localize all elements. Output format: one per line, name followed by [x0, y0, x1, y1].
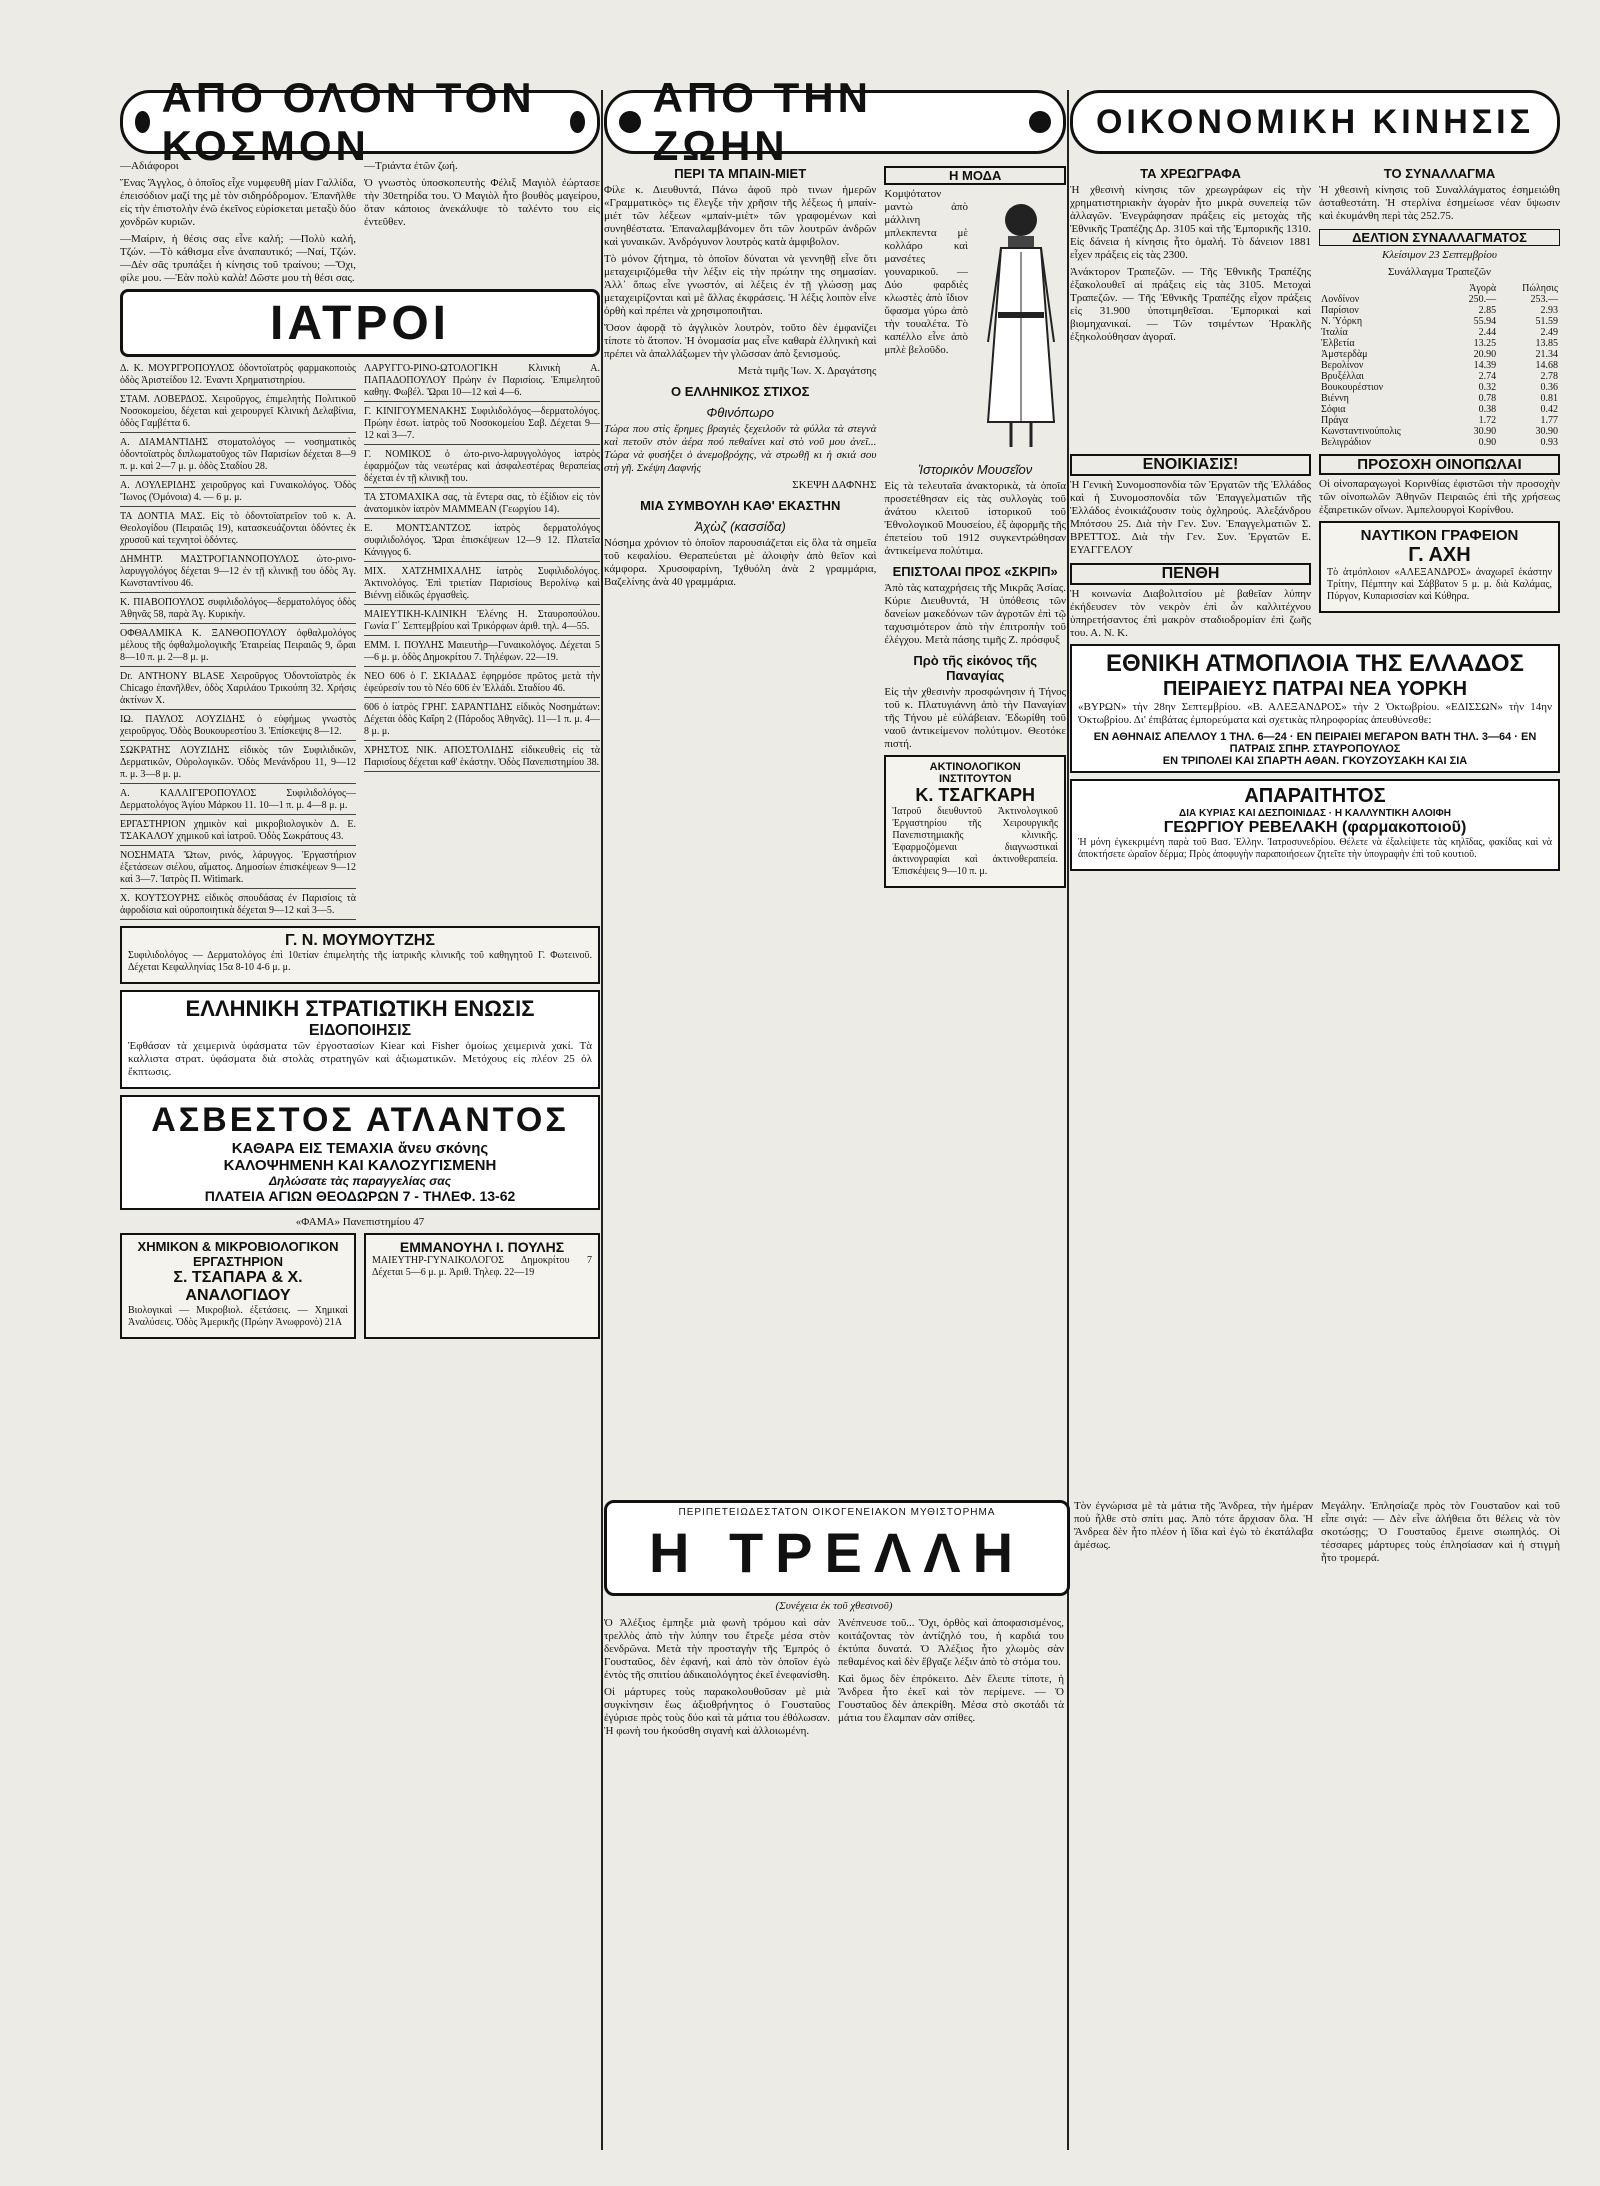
- doctor-listing: ΧΡΗΣΤΟΣ ΝΙΚ. ΑΠΟΣΤΟΛΙΔΗΣ εἰδικευθεὶς εἰς τὰ Παρισίους δέχεται καθ' ἑκάστην. Ὁδὸς Πανεπιστημίου 38.: [364, 745, 600, 772]
- currency-name: Κωνσταντινούπολις: [1321, 426, 1401, 437]
- serial-novel: [604, 1410, 1560, 2160]
- serial-right: [1074, 1500, 1560, 1569]
- lime-line-2: ΚΑΛΟΨΗΜΕΝΗ ΚΑΙ ΚΑΛΟΖΥΓΙΣΜΕΝΗ: [223, 1157, 497, 1174]
- currency-sell: 21.34: [1535, 349, 1558, 360]
- fashion-head: Η ΜΟΔΑ: [884, 166, 1066, 185]
- ship-name: Γ. ΑΧΗ: [1408, 544, 1471, 566]
- doctor-listing: Χ. ΚΟΥΤΣΟΥΡΗΣ εἰδικὸς σπουδάσας ἐν Παρισίοις τὰ ἀφροδίσια καὶ οὐροποιητικὰ δέχεται 9—12 καὶ 3—5.: [120, 893, 356, 920]
- daily-date: Κλείσιμον 23 Σεπτεμβρίου: [1382, 249, 1497, 261]
- currency-buy: 2.85: [1478, 305, 1497, 316]
- currency-name: Ν. Ὑόρκη: [1321, 316, 1363, 327]
- currency-name: Βρυξέλλαι: [1321, 371, 1364, 382]
- currency-row: [1319, 393, 1560, 404]
- currency-sell: 13.85: [1535, 338, 1558, 349]
- banner-life-title: ΑΠΟ ΤΗΝ ΖΩΗΝ: [652, 74, 872, 169]
- currency-row: [1319, 338, 1560, 349]
- currency-buy: 0.90: [1478, 437, 1497, 448]
- currency-row: [1319, 415, 1560, 426]
- currency-sell: 0.42: [1540, 404, 1558, 415]
- currency-name: Παρίσιον: [1321, 305, 1359, 316]
- currency-row: [1319, 404, 1560, 415]
- lab-names: Σ. ΤΣΑΠΑΡΑ & Χ. ΑΝΑΛΟΓΙΔΟΥ: [173, 1269, 303, 1304]
- doctor-listing: ΛΑΡΥΓΓΟ-ΡΙΝΟ-ΩΤΟΛΟΓΙΚΗ Κλινικὴ Α. ΠΑΠΑΔΟΠΟΥΛΟΥ Πρώην ἐν Παρισίοις. Ἐπιμελητοῦ καθηγ. Φωβέλ. Ὥραι 10—12 καὶ 4—6.: [364, 363, 600, 402]
- currency-name: Βουκουρέστιον: [1321, 382, 1384, 393]
- currency-row: [1319, 349, 1560, 360]
- mourn-head: ΠΕΝΘΗ: [1070, 563, 1311, 585]
- currency-row: [1319, 316, 1560, 327]
- column-rule: [601, 90, 603, 2150]
- poem-head: Ο ΕΛΛΗΝΙΚΟΣ ΣΤΙΧΟΣ: [671, 384, 810, 399]
- doctor-listing: ΔΗΜΗΤΡ. ΜΑΣΤΡΟΓΙΑΝΝΟΠΟΥΛΟΣ ὠτο-ρινο-λαρυγγολόγος δέχεται 9—12 ἐν τῇ κλινικῇ του ὁδὸς Ἀγ. Κωνσταντίνου 46.: [120, 554, 356, 593]
- fashion-text: Κομψότατον μαντὼ ἀπὸ μάλλινη μπλεκπεντα μὲ κολλάρο καὶ μανσέτες γουναρικοῦ. — Δύο φαρδιὲς κλωστὲς ἀπὸ ἴδιον ὕφασμα γύρω ἀπὸ τὴν τουαλέτα. Τὸ καπέλλο εἶνε ἀπὸ μπλὲ βελοῦδο.: [884, 188, 968, 356]
- serial-right-cols: [1074, 1500, 1560, 1569]
- ship-ad: [1319, 521, 1560, 613]
- serial-p5: Τὸν ἐγνώρισα μὲ τὰ μάτια τῆς Ἄνδρεα, τὴν ἡμέραν ποὺ ἦλθε στὸ σπίτι μας. Ἀπὸ τότε ἄρχισαν ὅλα. Ἡ Ἄνδρεα δὲν ἦτο πλέον ἡ ἴδια καὶ ἐγὼ τὸ ἐκατάλαβα ἀμέσως.: [1074, 1500, 1313, 1551]
- currency-sell: 0.93: [1540, 437, 1558, 448]
- doctor-listing: ΝΟΣΗΜΑΤΑ Ὤτων, ρινός, λάρυγγος. Ἐργαστήριον ἐξετάσεων σιέλου, αἵματος. Δημοσίων ἐπισκέψεων 9—12 καὶ 3—7. Ἰατρὸς Π. Witimark.: [120, 850, 356, 889]
- doctor-listing: Α. ΛΟΥΛΕΡΙΔΗΣ χειροῦργος καὶ Γυναικολόγος. Ὁδὸς Ἴωνος (Ὁμόνοια) 4. — 6 μ. μ.: [120, 480, 356, 507]
- poulis-name: ΕΜΜΑΝΟΥΗΛ Ι. ΠΟΥΛΗΣ: [399, 1239, 565, 1255]
- currency-buy: 20.90: [1473, 349, 1497, 360]
- bullet-icon: [1029, 111, 1051, 133]
- doctor-listing: ΣΩΚΡΑΤΗΣ ΛΟΥΖΙΔΗΣ εἰδικὸς τῶν Συφιλιδικῶν, Δερματικῶν, Οὐρολογικῶν. Ὁδὸς Μενάνδρου 11, 9—12 π. μ. 3—8 μ. μ.: [120, 745, 356, 784]
- lab-ad: [120, 1233, 356, 1339]
- doctor-listing: ΤΑ ΔΟΝΤΙΑ ΜΑΣ. Εἰς τὸ ὀδοντοϊατρεῖον τοῦ κ. Α. Θεολογίδου (Πειραιῶς 19), κατασκευάζονται ὀδόντες ἐκ χρυσοῦ καὶ τεχνητοὶ ὀδόντες.: [120, 511, 356, 550]
- currency-rows: [1319, 294, 1560, 448]
- currency-sell: 1.77: [1540, 415, 1558, 426]
- ladies-sub: ΔΙΑ ΚΥΡΙΑΣ ΚΑΙ ΔΕΣΠΟΙΝΙΔΑΣ · Η ΚΑΛΛΥΝΤΙΚΗ ΑΛΟΙΦΗ: [1179, 808, 1451, 819]
- doctor-listing: ΕΡΓΑΣΤΗΡΙΟΝ χημικὸν καὶ μικροβιολογικὸν Δ. Ε. ΤΣΑΚΑΛΟΥ χημικοῦ καὶ ἰατροῦ. Ὁδὸς Σωκράτους 43.: [120, 819, 356, 846]
- poem-title: Φθινόπωρο: [706, 405, 774, 420]
- currency-name: Βιέννη: [1321, 393, 1349, 404]
- serial-title: Η ΤΡΕΛΛΗ: [648, 1521, 1026, 1584]
- banner-economy: [1070, 90, 1560, 154]
- line-addresses-2: ΕΝ ΤΡΙΠΟΛΕΙ ΚΑΙ ΣΠΑΡΤΗ ΑΘΑΝ. ΓΚΟΥΖΟΥΣΑΚΗ ΚΑΙ ΣΙΑ: [1162, 755, 1468, 767]
- moumoutzis-ad: [120, 926, 600, 984]
- doctor-listing: ΝΕΟ 606 ὁ Γ. ΣΚΙΑΔΑΣ ἐφηρμόσε πρῶτος μετὰ τὴν ἐφεύρεσίν του τὸ Νέο 606 ἐν Ἑλλάδι. Σταδίου 46.: [364, 671, 600, 698]
- ladies-head: ΑΠΑΡΑΙΤΗΤΟΣ: [1244, 785, 1386, 807]
- currency-row: [1319, 382, 1560, 393]
- doctor-listing: ΕΜΜ. Ι. ΠΟΥΛΗΣ Μαιευτὴρ—Γυναικολόγος. Δέχεται 5—6 μ. μ. ὁδὸς Δημοκρίτου 7. Τηλέφων. 22—19.: [364, 640, 600, 667]
- doctors-right: [364, 363, 600, 924]
- doctor-listing: Dr. ANTHONY BLASE Χειροῦργος Ὀδοντοϊατρὸς ἐκ Chicago ἐπανῆλθεν, ὁδὸς Χαριλάου Τρικούπη 32. Χρήσις ἀκτίνων Χ.: [120, 671, 356, 710]
- currency-sell: 2.49: [1540, 327, 1558, 338]
- recipe-title: Ἀχὼζ (κασσίδα): [694, 519, 786, 534]
- union-sub: ΕΙΔΟΠΟΙΗΣΙΣ: [308, 1022, 412, 1039]
- money-text-2: Ἀνάκτορον Τραπεζῶν. — Τῆς Ἐθνικῆς Τραπέζης ἐξακολουθεῖ αἱ πράξεις εἰς τὰς 3105. Μετοχαὶ Τραπεζῶν. — Τῆς Ἐθνικῆς Τραπέζης εἶχον πράξεις εἰς 31.900 ὑποτιμηθεῖσαι. Ἐμπορικαὶ καὶ βιομηχανικαί. — Τῶν τσιμέντων Ἡρακλῆς ἐξηκολούθησαν ἀγοραῖ.: [1070, 266, 1311, 343]
- lab-text: Βιολογικαὶ — Μικροβιολ. ἐξετάσεις. — Χημικαὶ Ἀναλύσεις. Ὁδὸς Ἀμερικῆς (Πρώην Ἀνωφρονὸ) 21Α: [128, 1305, 348, 1328]
- union-text: Ἐφθάσαν τὰ χειμερινὰ ὑφάσματα τῶν ἐργοστασίων Kiear καὶ Fisher ὁμοίως χειμερινὰ χακί. Τὰ καλλιστα στρατ. ὑφάσματα διὰ στολὰς στρατηγῶν καὶ ἀξιωματικῶν. Μετόχους εἰς πλέον 25 ὀλ ἔκπτωσις.: [128, 1040, 592, 1078]
- serial-p2: Οἱ μάρτυρες τοὺς παρακολουθοῦσαν μὲ μιὰ συγκίνησιν ἕως ἀξιοθρήνητος ὁ Γουσταῦος ἐγύρισε πρὸς τοὺς δύο καὶ τὰ μάτια του ἐθόλωσαν. Ἡ φωνὴ του ἠκούσθη σιγανὴ καὶ ἀλλοιωμένη.: [604, 1686, 830, 1737]
- currency-buy: 0.78: [1478, 393, 1497, 404]
- money-head: ΤΑ ΧΡΕΩΓΡΑΦΑ: [1140, 166, 1241, 181]
- doctor-listing: Δ. Κ. ΜΟΥΡΓΡΟΠΟΥΛΟΣ ὀδοντοϊατρὸς φαρμακοποιὸς ὁδὸς Ἀριστείδου 12. Ἐναντι Χρηματιστηρίου.: [120, 363, 356, 390]
- serial-p4: Καὶ ὅμως δὲν ἐπρόκειτο. Δὲν ἔλειπε τίποτε, ἡ Ἄνδρεα ἦτο ἐκεῖ καὶ τὸν περίμενε. — Ὁ Γουσταῦος δὲν ἀπεκρίθη. Μέσα στὸ σκοτάδι τὰ μάτια του ἔλαμπαν σὰν σπίθες.: [838, 1673, 1064, 1724]
- currency-name: Βερολίνον: [1321, 360, 1364, 371]
- currency-header-sell: Πώλησις: [1522, 283, 1558, 294]
- poulis-ad: [364, 1233, 600, 1339]
- serial-p3: Ἀνέπνευσε τοῦ... Ὄχι, ὀρθὸς καὶ ἀποφασισμένος, κοιτάζοντας τὸν ἀντίζηλό του, ἡ καρδιά του ἐκτύπα δυνατά. Ὁ Ἀλέξιος ἦτο χλωμὸς σὰν πεθαμένος καὶ δὲν ἔβγαζε λέξιν ἀπὸ τὸ στόμα του.: [838, 1617, 1064, 1668]
- poulis-text: ΜΑΙΕΥΤΗΡ-ΓΥΝΑΙΚΟΛΟΓΟΣ Δημοκρίτου 7 Δέχεται 5—6 μ. μ. Ἀριθ. Τηλεφ. 22—19: [372, 1255, 592, 1278]
- column-economy: [1070, 90, 1560, 877]
- institute-text: Ἰατροῦ διευθυντοῦ Ἀκτινολογικοῦ Ἐργαστηρίου τῆς Χειρουργικῆς Πανεπιστημιακῆς κλινικῆς. Ἐφαρμοζόμεναι διαγνωστικαὶ ἀκτινογραφίαι καὶ ἀκτινοθεραπεία. Ἐπισκέψεις 9—10 π. μ.: [892, 806, 1058, 877]
- museum-text: Εἰς τὰ τελευταῖα ἀνακτορικὰ, τὰ ὁποῖα προσετέθησαν εἰς τὰς συλλογὰς τοῦ ἀνάτου κλειτοῦ ἱστορικοῦ τοῦ Ἐθνολογικοῦ Μουσείου, ἐξ ἀφορμῆς τῆς ἐπετείου τοῦ 1912 συγκεντρώθησαν ἀντικείμενα πολύτιμα.: [884, 480, 1066, 557]
- banner-iatroi-title: ΙΑΤΡΟΙ: [269, 296, 451, 350]
- bullet-icon: [619, 111, 641, 133]
- currency-buy: 2.74: [1478, 371, 1497, 382]
- doctor-listing: ΜΑΙΕΥΤΙΚΗ-ΚΛΙΝΙΚΗ Ἐλένης Η. Σταυροπούλου. Γωνία Γ΄ Σεπτεμβρίου καὶ Τρικόρφων ἀριθ. τηλ. 4—55.: [364, 609, 600, 636]
- economy-notices: [1070, 448, 1560, 644]
- currency-name: Ἀμστερδὰμ: [1321, 349, 1368, 360]
- bullet-icon: [135, 111, 150, 133]
- doctor-listing: ΤΑ ΣΤΟΜΑΧΙΚΑ σας, τὰ ἔντερα σας, τὸ ἐξίδιον εἰς τὸν ἀνατομικὸν ἰατρὸν ΜΑΜΜΕΑΝ (Γεωργίου 14).: [364, 492, 600, 519]
- bain-letter: Φίλε κ. Διευθυντά, Πάνω ἀφοῦ πρὸ τινων ἡμερῶν «Γραμματικὸς» τις ἔλεγξε τὴν χρῆσιν τῆς λέξεως ἡ μπαίν-μιέτ τῶν λέξεων «μπαίν-μιὲτ» τῶν γραφομένων καὶ συνηθέστατα. Ἐπαναλαμβάνομεν ὅτι τῶν λουτρῶν ἀνδρῶν καὶ γυναικῶν. Ἀνδρόγυνον λουτρὸς κατὰ ἀμφιβολον.: [604, 184, 877, 248]
- doctor-listing: ΟΦΘΑΛΜΙΚΑ Κ. ΞΑΝΘΟΠΟΥΛΟΥ ὀφθαλμολόγος μέλους τῆς ὀφθαλμολογικῆς Ἑταιρείας Πειραιῶς 9, ὥραι 8—10 π. μ. 2—8 μ. μ.: [120, 628, 356, 667]
- economy-top: [1070, 160, 1560, 448]
- currency-buy: 250.—: [1468, 294, 1497, 305]
- currency-buy: 55.94: [1473, 316, 1497, 327]
- banner-iatroi: [120, 289, 600, 357]
- money-text: Ἡ χθεσινὴ κίνησις τῶν χρεωγράφων εἰς τὴν χρηματιστηριακὴν ἀγορὰν ἦτο μικρὰ συνεπείᾳ τῶν ἀλλαγῶν. Ἐνεγράφησαν πράξεις εἰς μετοχὰς τῆς Ἐθνικῆς Τραπέζης Δρ. 3105 καὶ τῆς Ἐμπορικῆς 1310. Εἰς δάνεια ἡ κίνησις ἦτο ὁμαλή. Τὸ δάνειον 1881 εἶχεν πράξεις εἰς τὰς 2300.: [1070, 184, 1311, 261]
- poem-author: ΣΚΕΨΗ ΔΑΦΝΗΣ: [792, 479, 877, 491]
- lime-line-4: ΠΛΑΤΕΙΑ ΑΓΙΩΝ ΘΕΟΔΩΡΩΝ 7 - ΤΗΛΕΦ. 13-62: [204, 1188, 516, 1204]
- serial-p6: Μεγάλην. Ἐπλησίαζε πρὸς τὸν Γουσταῦον καὶ τοῦ εἶπε σιγά: — Δὲν εἶνε ἀλήθεια ὅτι θέλεις νὰ τὸν σκοτώσῃς; Ὁ Γουσταῦος ἔμεινε σιωπηλός. Οἱ τέσσαρες μάρτυρες τοὺς ἐπλησίασαν καὶ ἡ στιγμὴ ἦτο τρομερά.: [1321, 1500, 1560, 1564]
- column-world: [120, 74, 600, 1345]
- fashion-illustration: [976, 192, 1066, 452]
- doctor-listing: ΙΩ. ΠΑΥΛΟΣ ΛΟΥΖΙΔΗΣ ὁ εὐφήμως γνωστὸς χειροῦργος. Ὁδὸς Βουκουρεστίου 3. Ἐπίσκεψις 8—12.: [120, 714, 356, 741]
- column-life: [604, 74, 1066, 894]
- world-intro-text: Ἕνας Ἄγγλος, ὁ ὁποῖος εἶχε νυμφευθῆ μίαν Γαλλίδα, ἐπεισόδιον μαζί της μὲ τὸν σιδηρόδρομον. Ἐπανῆλθε εἰς τὴν ἐπιστολὴν ἐνῶ ἐκεῖνος εὑρίσκεται μεταξὺ δύο χονδρῶν κυριῶν.: [120, 177, 356, 228]
- currency-sell: 0.81: [1540, 393, 1558, 404]
- letters-head: ΕΠΙΣΤΟΛΑΙ ΠΡΟΣ «ΣΚΡΙΠ»: [892, 564, 1058, 579]
- currency-header-buy: Ἀγορὰ: [1469, 283, 1497, 294]
- line-route: ΠΕΙΡΑΙΕΥΣ ΠΑΤΡΑΙ ΝΕΑ ΥΟΡΚΗ: [1162, 678, 1468, 700]
- doctor-listing: Κ. ΠΙΑΒΟΠΟΥΛΟΣ συφιλιδολόγος—δερματολόγος ὁδὸς Ἀθηνᾶς 58, παρὰ Ἀγ. Κυρικὴν.: [120, 597, 356, 624]
- doctor-listing: Γ. ΝΟΜΙΚΟΣ ὁ ὠτο-ρινο-λαρυγγολόγος ἰατρὸς ἐφαρμόζων τὰς νεωτέρας καὶ ἀσφαλεστέρας θεραπείας δέχεται ἐν τῇ κλινικῇ του.: [364, 449, 600, 488]
- bain-letter-2: Τὸ μόνον ζήτημα, τὸ ὁποῖον δύναται νὰ γεννηθῇ εἶνε ὅτι μεταχειριζόμεθα τὴν λέξιν εἰς τὴν πρώτην της σημασίαν. Ἀλλ᾽ ὅπως εἶνε γνωστόν, αἱ λέξεις ἐν τῇ γλώσσῃ μας μεταχειρίζονται καὶ μὲ ἄλλας ἐκφράσεις. Ἡ λέξις λοιπὸν εἶνε ὀρθὴ καὶ πρέπει νὰ χρησιμοποιῆται.: [604, 253, 877, 317]
- notice-head: ΕΝΟΙΚΙΑΣΙΣ!: [1070, 454, 1311, 476]
- daily-sub: Συνάλλαγμα Τραπεζῶν: [1387, 266, 1491, 278]
- currency-name: Ἑλβετία: [1321, 338, 1355, 349]
- ladies-text: Ἡ μόνη ἐγκεκριμένη παρὰ τοῦ Βασ. Ἑλλην. Ἰατροσυνεδρίου. Θέλετε νὰ ἐξαλείψετε τὰς κηλῖδας, φακίδας καὶ νὰ ἀποκτήσετε ὡραῖον δέρμα; Πρὸς ἀποφυγὴν παραποιήσεων ζητεῖτε τὴν ὑπογραφὴν ἐπὶ τοῦ κουτιοῦ.: [1078, 837, 1552, 860]
- world-signature: —Τριάντα ἐτῶν ζωή.: [364, 160, 458, 172]
- currency-header-row: [1319, 283, 1560, 294]
- currency-sell: 2.78: [1540, 371, 1558, 382]
- union-title: ΕΛΛΗΝΙΚΗ ΣΤΡΑΤΙΩΤΙΚΗ ΕΝΩΣΙΣ: [185, 996, 535, 1021]
- banner-world-title: ΑΠΟ ΟΛΟΝ ΤΟΝ ΚΟΣΜΟΝ: [161, 74, 536, 169]
- currency-buy: 0.38: [1478, 404, 1497, 415]
- currency-buy: 2.44: [1478, 327, 1497, 338]
- union-ad: [120, 990, 600, 1089]
- bain-signature: Μετὰ τιμῆς Ἰων. Χ. Δραγάτσης: [737, 365, 877, 377]
- lime-title: ΑΣΒΕΣΤΟΣ ΑΤΛΑΝΤΟΣ: [151, 1101, 569, 1139]
- line-title: ΕΘΝΙΚΗ ΑΤΜΟΠΛΟΙΑ ΤΗΣ ΕΛΛΑΔΟΣ: [1106, 650, 1524, 677]
- serial-left: [604, 1600, 1064, 1742]
- currency-buy: 14.39: [1473, 360, 1497, 371]
- shipping-line-ad: [1070, 644, 1560, 773]
- institute-name: Κ. ΤΣΑΓΚΑΡΗ: [915, 785, 1036, 805]
- moumoutzis-name: Γ. Ν. ΜΟΥΜΟΥΤΖΗΣ: [285, 932, 435, 949]
- world-intro-head: —Αδιάφοροι: [120, 160, 179, 172]
- cosmetic-ad: [1070, 779, 1560, 871]
- currency-sell: 14.68: [1535, 360, 1558, 371]
- serial-p1: Ὁ Ἀλέξιος ἐμπηξε μιὰ φωνὴ τρόμου καὶ σὰν τρελλὸς ἀπὸ τὴν λύπην του ἔτρεξε μέσα στὸν δενδρῶνα. Μετὰ τὴν προσταγὴν τῆς Ἐμπρός ὁ Γουσταῦος, δὲν ἐφανή, καὶ ἀπὸ τὸν ὁποῖον ἐγὼ ἐντὸς τῆς σπιτίου ἀδικαιολόγητος ἐκεῖ ἐνεφανίσθη.: [604, 1617, 830, 1681]
- currency-header-blank: [1319, 283, 1449, 294]
- bain-letter-3: Ὅσον ἀφορᾷ τὸ ἀγγλικὸν λουτρὸν, τοῦτο δὲν ἐμφανίζει τίποτε τὸ ἄτοπον. Ἡ ὀνομασία μας εἶνε καθαρὰ ἑλληνικὴ καὶ πρέπει νὰ ἀπαλλάξωμεν τὴν γλῶσσαν ἀπὸ ξενισμούς.: [604, 322, 877, 360]
- currency-name: Λονδίνον: [1321, 294, 1360, 305]
- bottom-ads: [120, 1233, 600, 1345]
- currency-row: [1319, 360, 1560, 371]
- banner-life: [604, 74, 1066, 169]
- serial-left-cols: [604, 1617, 1064, 1742]
- currency-row: [1319, 426, 1560, 437]
- exchange-head: ΤΟ ΣΥΝΑΛΛΑΓΜΑ: [1383, 166, 1496, 181]
- line-text: «ΒΥΡΩΝ» τὴν 28ην Σεπτεμβρίου. «Β. ΑΛΕΞΑΝΔΡΟΣ» τὴν 2 Ὀκτωβρίου. «ΕΔΙΣΣΩΝ» τὴν 14ην Ὀκτωβρίου. Δι' ἐπιβάτας ἐμπορεύματα καὶ σχετικὰς πληροφορίας ἀπευθύνεσθε:: [1078, 701, 1552, 726]
- world-articles: [120, 160, 600, 289]
- moumoutzis-text: Συφιλιδολόγος — Δερματολόγος ἐπὶ 10ετίαν ἐπιμελητὴς τῆς ἰατρικῆς κλινικῆς τοῦ καθηγητοῦ Γ. Φωτεινοῦ. Δέχεται Κεφαλληνίας 15α 8-10 4-6 μ. μ.: [128, 950, 592, 973]
- lime-ad: [120, 1095, 600, 1210]
- doctor-listing: ΜΙΧ. ΧΑΤΖΗΜΙΧΑΛΗΣ ἰατρὸς Συφιλιδολόγος. Ἀκτινολόγος. Ἐπὶ τριετίαν Παρισίους Βερολίνῳ καὶ Βιέννῃ εἰδικῶς ἐργασθεὶς.: [364, 566, 600, 605]
- institute-head: ΑΚΤΙΝΟΛΟΓΙΚΟΝ ΙΝΣΤΙΤΟΥΤΟΝ: [929, 761, 1021, 785]
- recipe-text: Νόσημα χρόνιον τὸ ὁποῖον παρουσιάζεται εἰς ὅλα τὰ σημεῖα τοῦ κεφαλίου. Θεραπεύεται μὲ ἀλοιφὴν ἀπὸ θεῖον καὶ κάμφορα. Χρυσοφαρίνη, Ἰχθυόλη ἀνὰ 2 γραμμάρια, Βαζελίνης ἀνὰ 40 γραμμάρια.: [604, 537, 877, 588]
- doctor-listing: Α. ΚΑΛΛΙΓΕΡΟΠΟΥΛΟΣ Συφιλιδολόγος—Δερματολόγος Ἀγίου Μάρκου 11. 10—1 π. μ. 4—8 μ. μ.: [120, 788, 356, 815]
- lab-title: ΧΗΜΙΚΟΝ & ΜΙΚΡΟΒΙΟΛΟΓΙΚΟΝ ΕΡΓΑΣΤΗΡΙΟΝ: [137, 1239, 339, 1269]
- currency-name: Ἰταλία: [1321, 327, 1348, 338]
- world-more: Ὁ γνωστὸς ὑποσκοπευτὴς Φέλιξ Μαγιὸλ ἐώρτασε τὴν 30ετηρίδα του. Ὁ Μαγιὸλ ἦτο βουθὸς μαγείρου, ὅταν κάποιος ἀνεκάλυψε τὸ ταλέντο του εἰς ἐντεῦθεν.: [364, 177, 600, 228]
- lime-line-3: Δηλώσατε τὰς παραγγελίας σας: [268, 1174, 452, 1188]
- ship-head: ΝΑΥΤΙΚΟΝ ΓΡΑΦΕΙΟΝ: [1360, 527, 1519, 544]
- currency-sell: 51.59: [1535, 316, 1558, 327]
- institute-ad: [884, 755, 1066, 888]
- world-dialog: —Μαίριν, ἡ θέσις σας εἶνε καλή; —Πολὺ καλή, Τζών. —Τὸ κάθισμα εἶνε ἀναπαυτικό; —Ναί, Τζών. —Δὲν σᾶς τρυπάξει ἡ κίνησις τοῦ τραίνου; —Ὄχι, φίλε μου. —Ἐὰν πολὺ καλὰ! Δῶστε μου τὴ θέσι σας.: [120, 233, 356, 284]
- serial-cont: (Συνέχεια ἐκ τοῦ χθεσινοῦ): [775, 1600, 893, 1612]
- currency-name: Σόφια: [1321, 404, 1346, 415]
- wine-head: ΠΡΟΣΟΧΗ ΟΙΝΟΠΩΛΑΙ: [1319, 454, 1560, 475]
- doctor-listing: 606 ὁ ἰατρὸς ΓΡΗΓ. ΣΑΡΑΝΤΙΔΗΣ εἰδικὸς Νοσημάτων: Δέχεται ὁδὸς Καΐρη 2 (Πάροδος Ἀθηνᾶς). 11—1 π. μ. 4—8 μ. μ.: [364, 702, 600, 741]
- serial-banner: [604, 1500, 1070, 1596]
- currency-row: [1319, 327, 1560, 338]
- doctor-listing: Ε. ΜΟΝΤΣΑΝΤΖΟΣ ἰατρὸς δερματολόγος συφιλιδολόγος. Ὥραι ἐπισκέψεων 12—9 12. Πλατεῖα Κάνιγγος 6.: [364, 523, 600, 562]
- letters-text: Ἀπὸ τὰς καταχρήσεις τῆς Μικρᾶς Ἀσίας. Κύριε Διευθυντά, Ἡ ὑπόθεσις τῶν δανείων μακεδόνων τῶν ἀγροτῶν ἐπὶ τῷ ταχυσιμότερον ἀπὸ τὴν ἐπιτροπὴν τοῦ ἐλέγχου. Μετὰ πάσης τιμῆς Ζ. πρόσφυξ: [884, 582, 1066, 646]
- bain-head: ΠΕΡΙ ΤΑ ΜΠΑΙΝ-ΜΙΕΤ: [674, 166, 807, 181]
- currency-row: [1319, 305, 1560, 316]
- currency-name: Πράγα: [1321, 415, 1349, 426]
- currency-table: [1319, 283, 1560, 448]
- prayer-head: Πρὸ τῆς εἰκόνος τῆς Παναγίας: [913, 653, 1038, 683]
- doctor-listing: ΣΤΑΜ. ΛΟΒΕΡΔΟΣ. Χειροῦργος, ἐπιμελητὴς Πολιτικοῦ Νοσοκομείου, δέχεται καὶ χειρουργεῖ Κλινικὴ Δελαβίνια, ὁδὸς Γαμβέττα 6.: [120, 394, 356, 433]
- currency-sell: 30.90: [1535, 426, 1558, 437]
- currency-buy: 1.72: [1478, 415, 1497, 426]
- daily-head: ΔΕΛΤΙΟΝ ΣΥΝΑΛΛΑΓΜΑΤΟΣ: [1319, 229, 1560, 246]
- fama-credit: «ΦΑΜΑ» Πανεπιστημίου 47: [295, 1216, 425, 1228]
- currency-row: [1319, 371, 1560, 382]
- currency-row: [1319, 294, 1560, 305]
- line-addresses: ΕΝ ΑΘΗΝΑΙΣ ΑΠΕΛΛΟΥ 1 ΤΗΛ. 6—24 · ΕΝ ΠΕΙΡΑΙΕΙ ΜΕΓΑΡΟΝ ΒΑΤΗ ΤΗΛ. 3—64 · ΕΝ ΠΑΤΡΑΙΣ ΣΠΗΡ. ΣΤΑΥΡΟΠΟΥΛΟΣ: [1093, 731, 1537, 755]
- doctors-listing: [120, 363, 600, 924]
- ship-text: Τὸ ἀτμόπλοιον «ΑΛΕΞΑΝΔΡΟΣ» ἀναχωρεῖ ἑκάστην Τρίτην, Πέμπτην καὶ Σάββατον 5 μ. μ. διὰ Καλάμας, Πύργον, Κυπαρισσίαν καὶ Κύθηρα.: [1327, 567, 1552, 602]
- poem-text: Τώρα που στὶς ἔρημες βραγιὲς ξεχειλοῦν τὰ φύλλα τὰ στεγνὰ καὶ πετοῦν στὸν ἀέρα πού πεθαίνει καὶ στὸ νοῦ μου ἀνεῖ... Τώρα νὰ φυσήξει ὁ ἀνεμοβρόχης, νὰ στρωθῇ κι ἡ σκιά σου στὴ γῆ. Σκέψη Δαφνής: [604, 423, 877, 474]
- currency-sell: 253.—: [1530, 294, 1558, 305]
- banner-economy-title: ΟΙΚΟΝΟΜΙΚΗ ΚΙΝΗΣΙΣ: [1095, 102, 1534, 141]
- life-top: [604, 160, 1066, 894]
- exchange-text: Ἡ χθεσινὴ κίνησις τοῦ Συναλλάγματος ἐσημειώθη ἀσταθεστάτη. Ἡ στερλίνα ἐσημείωσε νέαν ὕψωσιν καὶ ἐκυμάνθη περὶ τὰς 252.75.: [1319, 184, 1560, 222]
- serial-sub: ΠΕΡΙΠΕΤΕΙΩΔΕΣΤΑΤΟΝ ΟΙΚΟΓΕΝΕΙΑΚΟΝ ΜΥΘΙΣΤΟΡΗΜΑ: [678, 1507, 996, 1518]
- newspaper-page: [120, 74, 1560, 2160]
- wine-text: Οἱ οἰνοπαραγωγοὶ Κορινθίας ἐφιστῶσι τὴν προσοχὴν τῶν οἰνοπωλῶν Ἀθηνῶν Πειραιῶς ἐπὶ τῆς χρήσεως ἐξαιρετικῶν οἴνων. Ἀμπελουργοὶ Κορίνθου.: [1319, 478, 1560, 516]
- currency-buy: 30.90: [1473, 426, 1497, 437]
- currency-row: [1319, 437, 1560, 448]
- doctor-listing: Γ. ΚΙΝΙΓΟΥΜΕΝΑΚΗΣ Συφιλιδολόγος—δερματολόγος. Πρώην ἐσωτ. ἰατρὸς τοῦ Νοσοκομείου Σαβ. Δέχεται 9—12 καὶ 3—7.: [364, 406, 600, 445]
- mourn-text: Ἡ κοινωνία Διαβολιτσίου μὲ βαθεῖαν λύπην ἐκήδευσεν τὸν νεκρὸν ἐπὶ ὧν καλλιτέχνου ὑπηρετήσαντος ἐπὶ μακρὸν σταδιοδρομίαν ἐπὶ ζωῆς του. Α. Ν. Κ.: [1070, 588, 1311, 639]
- fashion-caption: Ἱστορικὸν Μουσεῖον: [918, 462, 1033, 477]
- fashion-block: [884, 188, 1066, 456]
- notice-text: Ἡ Γενικὴ Συνομοσπονδία τῶν Ἐργατῶν τῆς Ἑλλάδος καὶ ἡ Συνομοσπονδία τῶν Ἐπαγγελματιῶν τῆς Ἑλλάδος ἐνοικιάζουσιν τοὺς ὀχληρούς. Ἀλεξάνδρου Μπότσου 25. Διὰ τὴν Γεν. Συν. Ἐπαγγελματιῶν Σ. ΒΡΕΤΤΟΣ. Διὰ τὴν Γεν. Συν. Ἐργατῶν Ε. ΕΥΑΓΓΕΛΟΥ: [1070, 479, 1311, 556]
- currency-buy: 0.32: [1478, 382, 1497, 393]
- prayer-text: Εἰς τὴν χθεσινὴν προσφώνησιν ἡ Τήνος τοῦ κ. Πλατυγιάννη ἀπὸ τὴν Παναγίαν τῆς Τήνου μὲ εὐλάβειαν. Ἐδωρίθη τοῦ ναοῦ ἀντικείμενον πολύτιμον. Θεοτόκε πιστή.: [884, 686, 1066, 750]
- ladies-name: ΓΕΩΡΓΙΟΥ ΡΕΒΕΛΑΚΗ (φαρμακοποιοῦ): [1163, 819, 1467, 836]
- currency-sell: 0.36: [1540, 382, 1558, 393]
- bullet-icon: [570, 111, 585, 133]
- currency-buy: 13.25: [1473, 338, 1497, 349]
- doctor-listing: Α. ΔΙΑΜΑΝΤΙΔΗΣ στοματολόγος — νοσηματικὸς ὀδοντοϊατρὸς διπλωματοῦχος τῶν Παρισίων δέχεται 8—9 π. μ. καὶ 2—7 μ. μ. ὁδὸς Σταδίου 28.: [120, 437, 356, 476]
- doctors-left: [120, 363, 356, 924]
- currency-sell: 2.93: [1540, 305, 1558, 316]
- currency-name: Βελιγράδιον: [1321, 437, 1371, 448]
- recipe-head: ΜΙΑ ΣΥΜΒΟΥΛΗ ΚΑΘ' ΕΚΑΣΤΗΝ: [640, 498, 841, 513]
- lime-line-1: ΚΑΘΑΡΑ ΕΙΣ ΤΕΜΑΧΙΑ ἄνευ σκόνης: [231, 1140, 489, 1157]
